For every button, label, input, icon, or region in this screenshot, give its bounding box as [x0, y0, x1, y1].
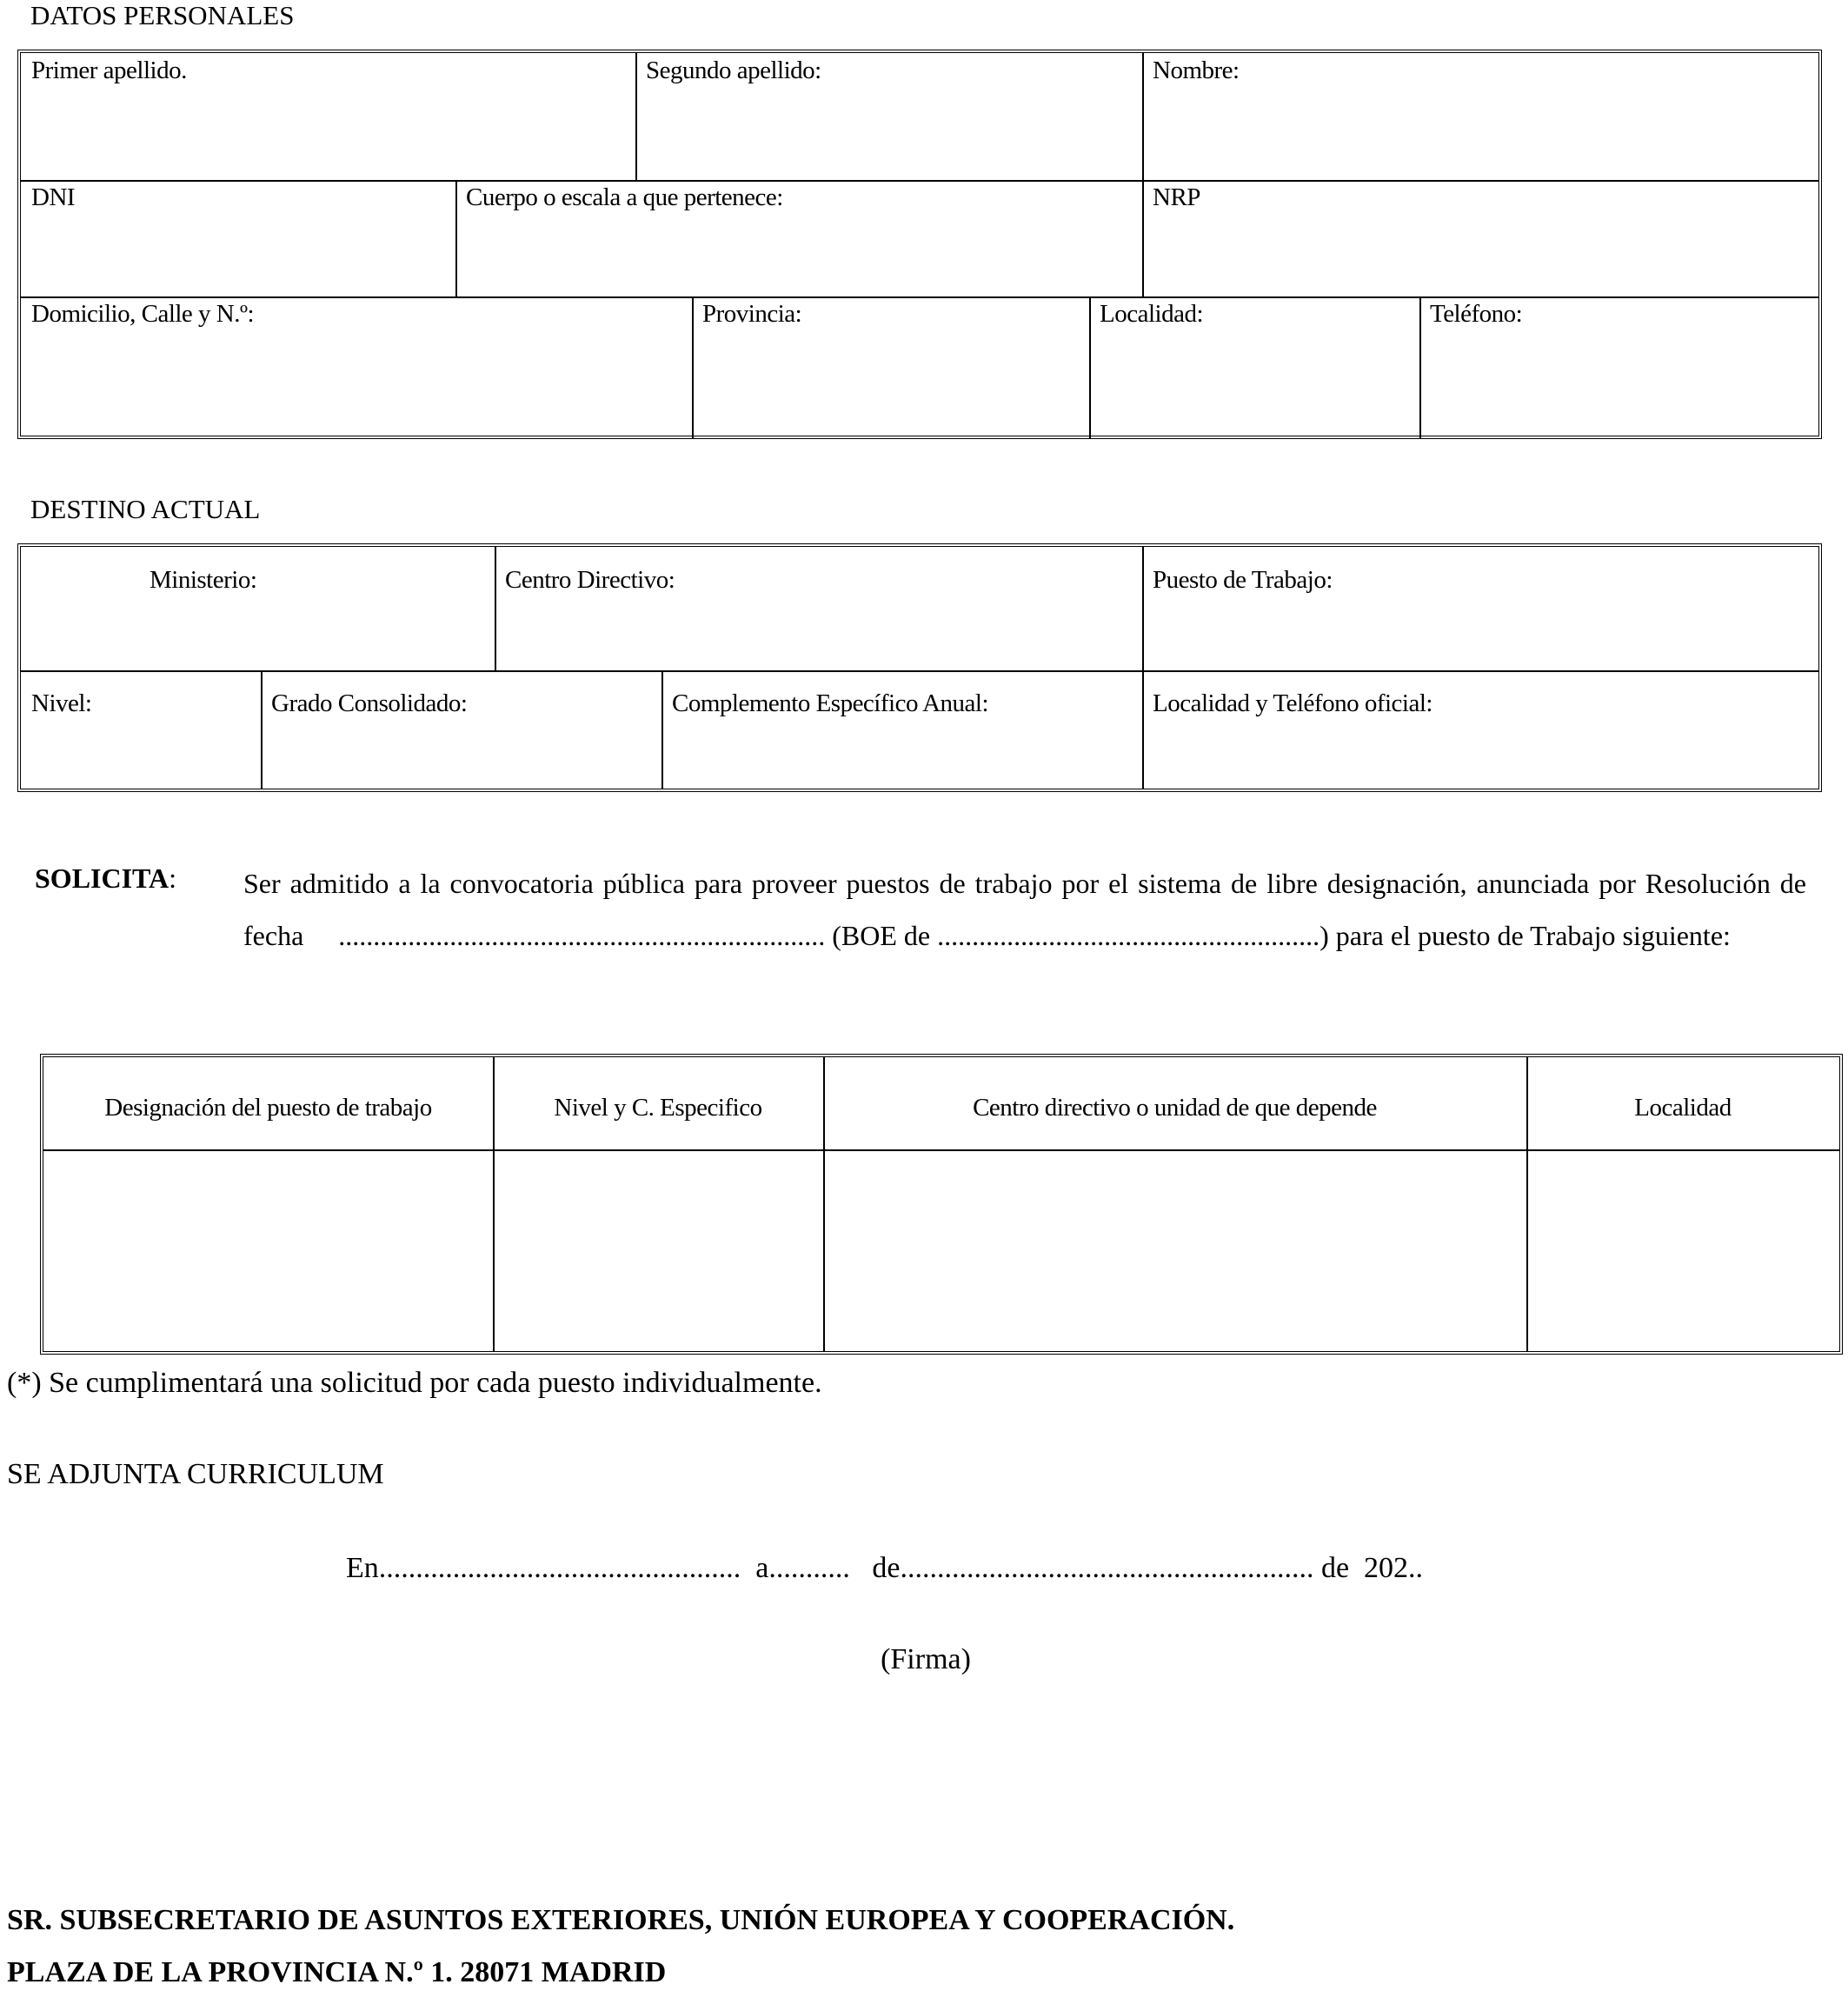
label-complemento-especifico: Complemento Específico Anual:	[672, 689, 989, 717]
field-complemento-especifico[interactable]	[661, 670, 1142, 789]
solicita-fecha-dots[interactable]: ......................................................................	[338, 920, 826, 951]
puestos-table	[40, 1054, 1843, 1355]
field-segundo-apellido[interactable]	[635, 53, 1142, 180]
input-centro-directivo[interactable]	[823, 1151, 1526, 1351]
section-heading-datos-personales: DATOS PERSONALES	[30, 0, 295, 30]
solicita-label	[35, 862, 176, 895]
solicita-text-2: (BOE de	[832, 920, 931, 951]
label-segundo-apellido: Segundo apellido:	[646, 57, 821, 84]
label-dni: DNI	[31, 183, 76, 211]
field-dni[interactable]	[21, 180, 455, 296]
input-designacion[interactable]	[43, 1151, 493, 1351]
label-puesto-trabajo: Puesto de Trabajo:	[1153, 566, 1333, 594]
field-puesto-trabajo[interactable]	[1142, 547, 1818, 670]
label-ministerio: Ministerio:	[150, 566, 257, 594]
field-telefono[interactable]	[1419, 296, 1818, 439]
header-centro-directivo	[823, 1094, 1526, 1122]
header-nivel-especifico-text: Nivel y C. Especifico	[554, 1094, 762, 1122]
note-text: (*) Se cumplimentará una solicitud por cada puesto individualmente.	[7, 1367, 822, 1399]
label-centro-directivo: Centro Directivo:	[505, 566, 675, 594]
header-designacion	[43, 1094, 493, 1122]
field-nivel[interactable]	[21, 670, 261, 789]
label-primer-apellido: Primer apellido.	[31, 57, 187, 84]
field-nombre[interactable]	[1142, 53, 1818, 180]
field-cuerpo[interactable]	[455, 180, 1142, 296]
solicita-text-1: Ser admitido a la convocatoria pública para proveer puestos de trabajo por el sistema de libre designación, anunciada por Resolución de fecha	[243, 868, 1806, 951]
adjunta-curriculum: SE ADJUNTA CURRICULUM	[7, 1458, 384, 1490]
solicita-boe-dots[interactable]: .......................................................	[937, 920, 1320, 951]
label-nombre: Nombre:	[1153, 57, 1240, 84]
solicita-colon: :	[169, 862, 177, 894]
label-cuerpo: Cuerpo o escala a que pertenece:	[466, 183, 783, 211]
label-provincia: Provincia:	[702, 300, 802, 328]
label-telefono: Teléfono:	[1430, 300, 1523, 328]
addressee-line-1: SR. SUBSECRETARIO DE ASUNTOS EXTERIORES, UNIÓN EUROPEA Y COOPERACIÓN.	[7, 1904, 1235, 1936]
label-nivel: Nivel:	[31, 689, 92, 717]
solicita-label-text: SOLICITA	[35, 862, 170, 894]
firma-label: (Firma)	[881, 1643, 971, 1675]
field-domicilio[interactable]	[21, 296, 692, 439]
field-localidad[interactable]	[1089, 296, 1419, 439]
fecha-line[interactable]: En................................................. a........... de........................................................ de 202..	[346, 1552, 1424, 1584]
header-nivel-especifico	[493, 1094, 823, 1122]
header-centro-directivo-text: Centro directivo o unidad de que depende	[973, 1094, 1377, 1122]
field-ministerio[interactable]	[21, 547, 495, 670]
header-localidad-text: Localidad	[1634, 1094, 1732, 1122]
personal-data-table	[17, 50, 1822, 439]
field-provincia[interactable]	[692, 296, 1089, 439]
field-grado-consolidado[interactable]	[261, 670, 661, 789]
field-centro-directivo[interactable]	[495, 547, 1142, 670]
label-nrp: NRP	[1153, 183, 1200, 211]
header-designacion-text: Designación del puesto de trabajo	[104, 1094, 432, 1122]
label-domicilio: Domicilio, Calle y N.º:	[31, 300, 255, 328]
header-localidad	[1526, 1094, 1839, 1122]
field-primer-apellido[interactable]	[21, 53, 635, 180]
input-localidad[interactable]	[1526, 1151, 1839, 1351]
field-localidad-telefono-oficial[interactable]	[1142, 670, 1818, 789]
section-heading-destino-actual: DESTINO ACTUAL	[30, 494, 261, 524]
label-localidad-telefono-oficial: Localidad y Teléfono oficial:	[1153, 689, 1433, 717]
label-grado-consolidado: Grado Consolidado:	[271, 689, 468, 717]
addressee-line-2: PLAZA DE LA PROVINCIA N.º 1. 28071 MADRID	[7, 1956, 667, 1988]
input-nivel-especifico[interactable]	[493, 1151, 823, 1351]
solicita-text-3: ) para el puesto de Trabajo siguiente:	[1320, 920, 1731, 951]
destino-table	[17, 543, 1822, 792]
label-localidad: Localidad:	[1100, 300, 1204, 328]
solicita-text	[243, 857, 1806, 962]
field-nrp[interactable]	[1142, 180, 1818, 296]
